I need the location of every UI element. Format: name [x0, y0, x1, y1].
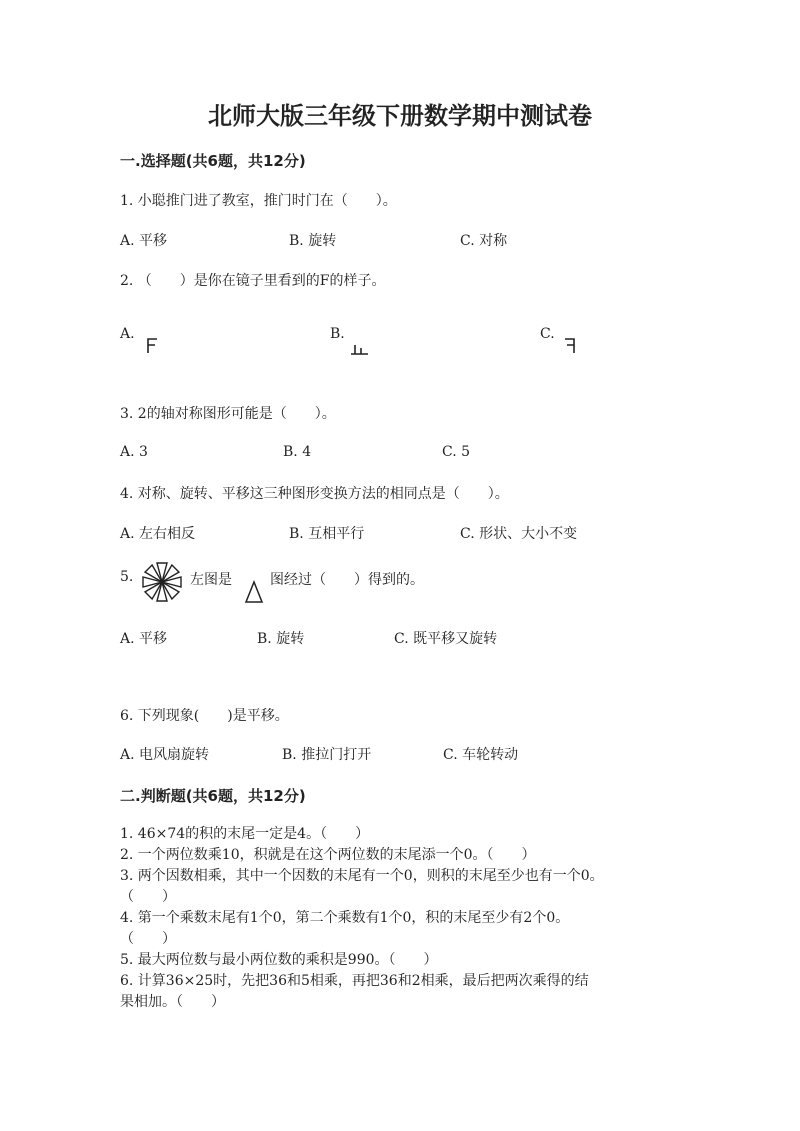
letter-f-rotated-figure — [350, 344, 370, 356]
question-5-number: 5. — [120, 569, 134, 585]
judgement-line: 5. 最大两位数与最小两位数的乘积是990。（ ） — [120, 952, 438, 968]
q1-option-a: A. 平移 — [120, 233, 168, 249]
page-title: 北师大版三年级下册数学期中测试卷 — [208, 102, 592, 130]
letter-f-mirrored-figure — [564, 338, 576, 354]
judgement-line: 果相加。（ ） — [120, 994, 225, 1010]
question-4: 4. 对称、旋转、平移这三种图形变换方法的相同点是（ ）。 — [120, 486, 509, 502]
triangle-figure — [243, 580, 265, 604]
q4-option-c: C. 形状、大小不变 — [460, 526, 578, 542]
q4-option-b: B. 互相平行 — [289, 526, 365, 542]
q3-option-b: B. 4 — [283, 444, 312, 460]
q6-option-b: B. 推拉门打开 — [282, 747, 372, 763]
q6-option-c: C. 车轮转动 — [443, 747, 519, 763]
q3-option-c: C. 5 — [442, 444, 471, 460]
question-6: 6. 下列现象( )是平移。 — [120, 708, 289, 724]
q2-option-a: A. — [120, 326, 135, 342]
pinwheel-figure — [141, 561, 183, 603]
q3-option-a: A. 3 — [120, 444, 148, 460]
q5-option-b: B. 旋转 — [257, 631, 305, 647]
judgement-line: 3. 两个因数相乘，其中一个因数的末尾有一个0，则积的末尾至少也有一个0。 — [120, 868, 604, 884]
section-heading-judgement: 二.判断题(共6题，共12分) — [120, 787, 306, 805]
judgement-line: 6. 计算36×25时，先把36和5相乘，再把36和2相乘，最后把两次乘得的结 — [120, 973, 589, 989]
question-5-middle-text: 左图是 — [190, 572, 232, 588]
q2-option-c: C. — [540, 326, 555, 342]
q4-option-a: A. 左右相反 — [120, 526, 196, 542]
judgement-line: （ ） — [120, 931, 176, 947]
q6-option-a: A. 电风扇旋转 — [120, 747, 210, 763]
q5-option-c: C. 既平移又旋转 — [394, 631, 498, 647]
q5-option-a: A. 平移 — [120, 631, 168, 647]
question-1: 1. 小聪推门进了教室，推门时门在（ ）。 — [120, 193, 397, 209]
q1-option-c: C. 对称 — [460, 233, 508, 249]
judgement-line: 1. 46×74的积的末尾一定是4。（ ） — [120, 826, 370, 842]
judgement-line: 4. 第一个乘数末尾有1个0，第二个乘数有1个0，积的末尾至少有2个0。 — [120, 910, 570, 926]
judgement-line: 2. 一个两位数乘10，积就是在这个两位数的末尾添一个0。（ ） — [120, 847, 536, 863]
question-5-suffix-text: 图经过（ ）得到的。 — [270, 572, 424, 588]
question-3: 3. 2的轴对称图形可能是（ ）。 — [120, 406, 336, 422]
q1-option-b: B. 旋转 — [289, 233, 337, 249]
section-heading-choice: 一.选择题(共6题，共12分) — [120, 152, 306, 170]
judgement-line: （ ） — [120, 889, 176, 905]
letter-f-normal-figure — [146, 338, 158, 354]
question-2: 2. （ ）是你在镜子里看到的F的样子。 — [120, 273, 386, 289]
q2-option-b: B. — [330, 326, 345, 342]
